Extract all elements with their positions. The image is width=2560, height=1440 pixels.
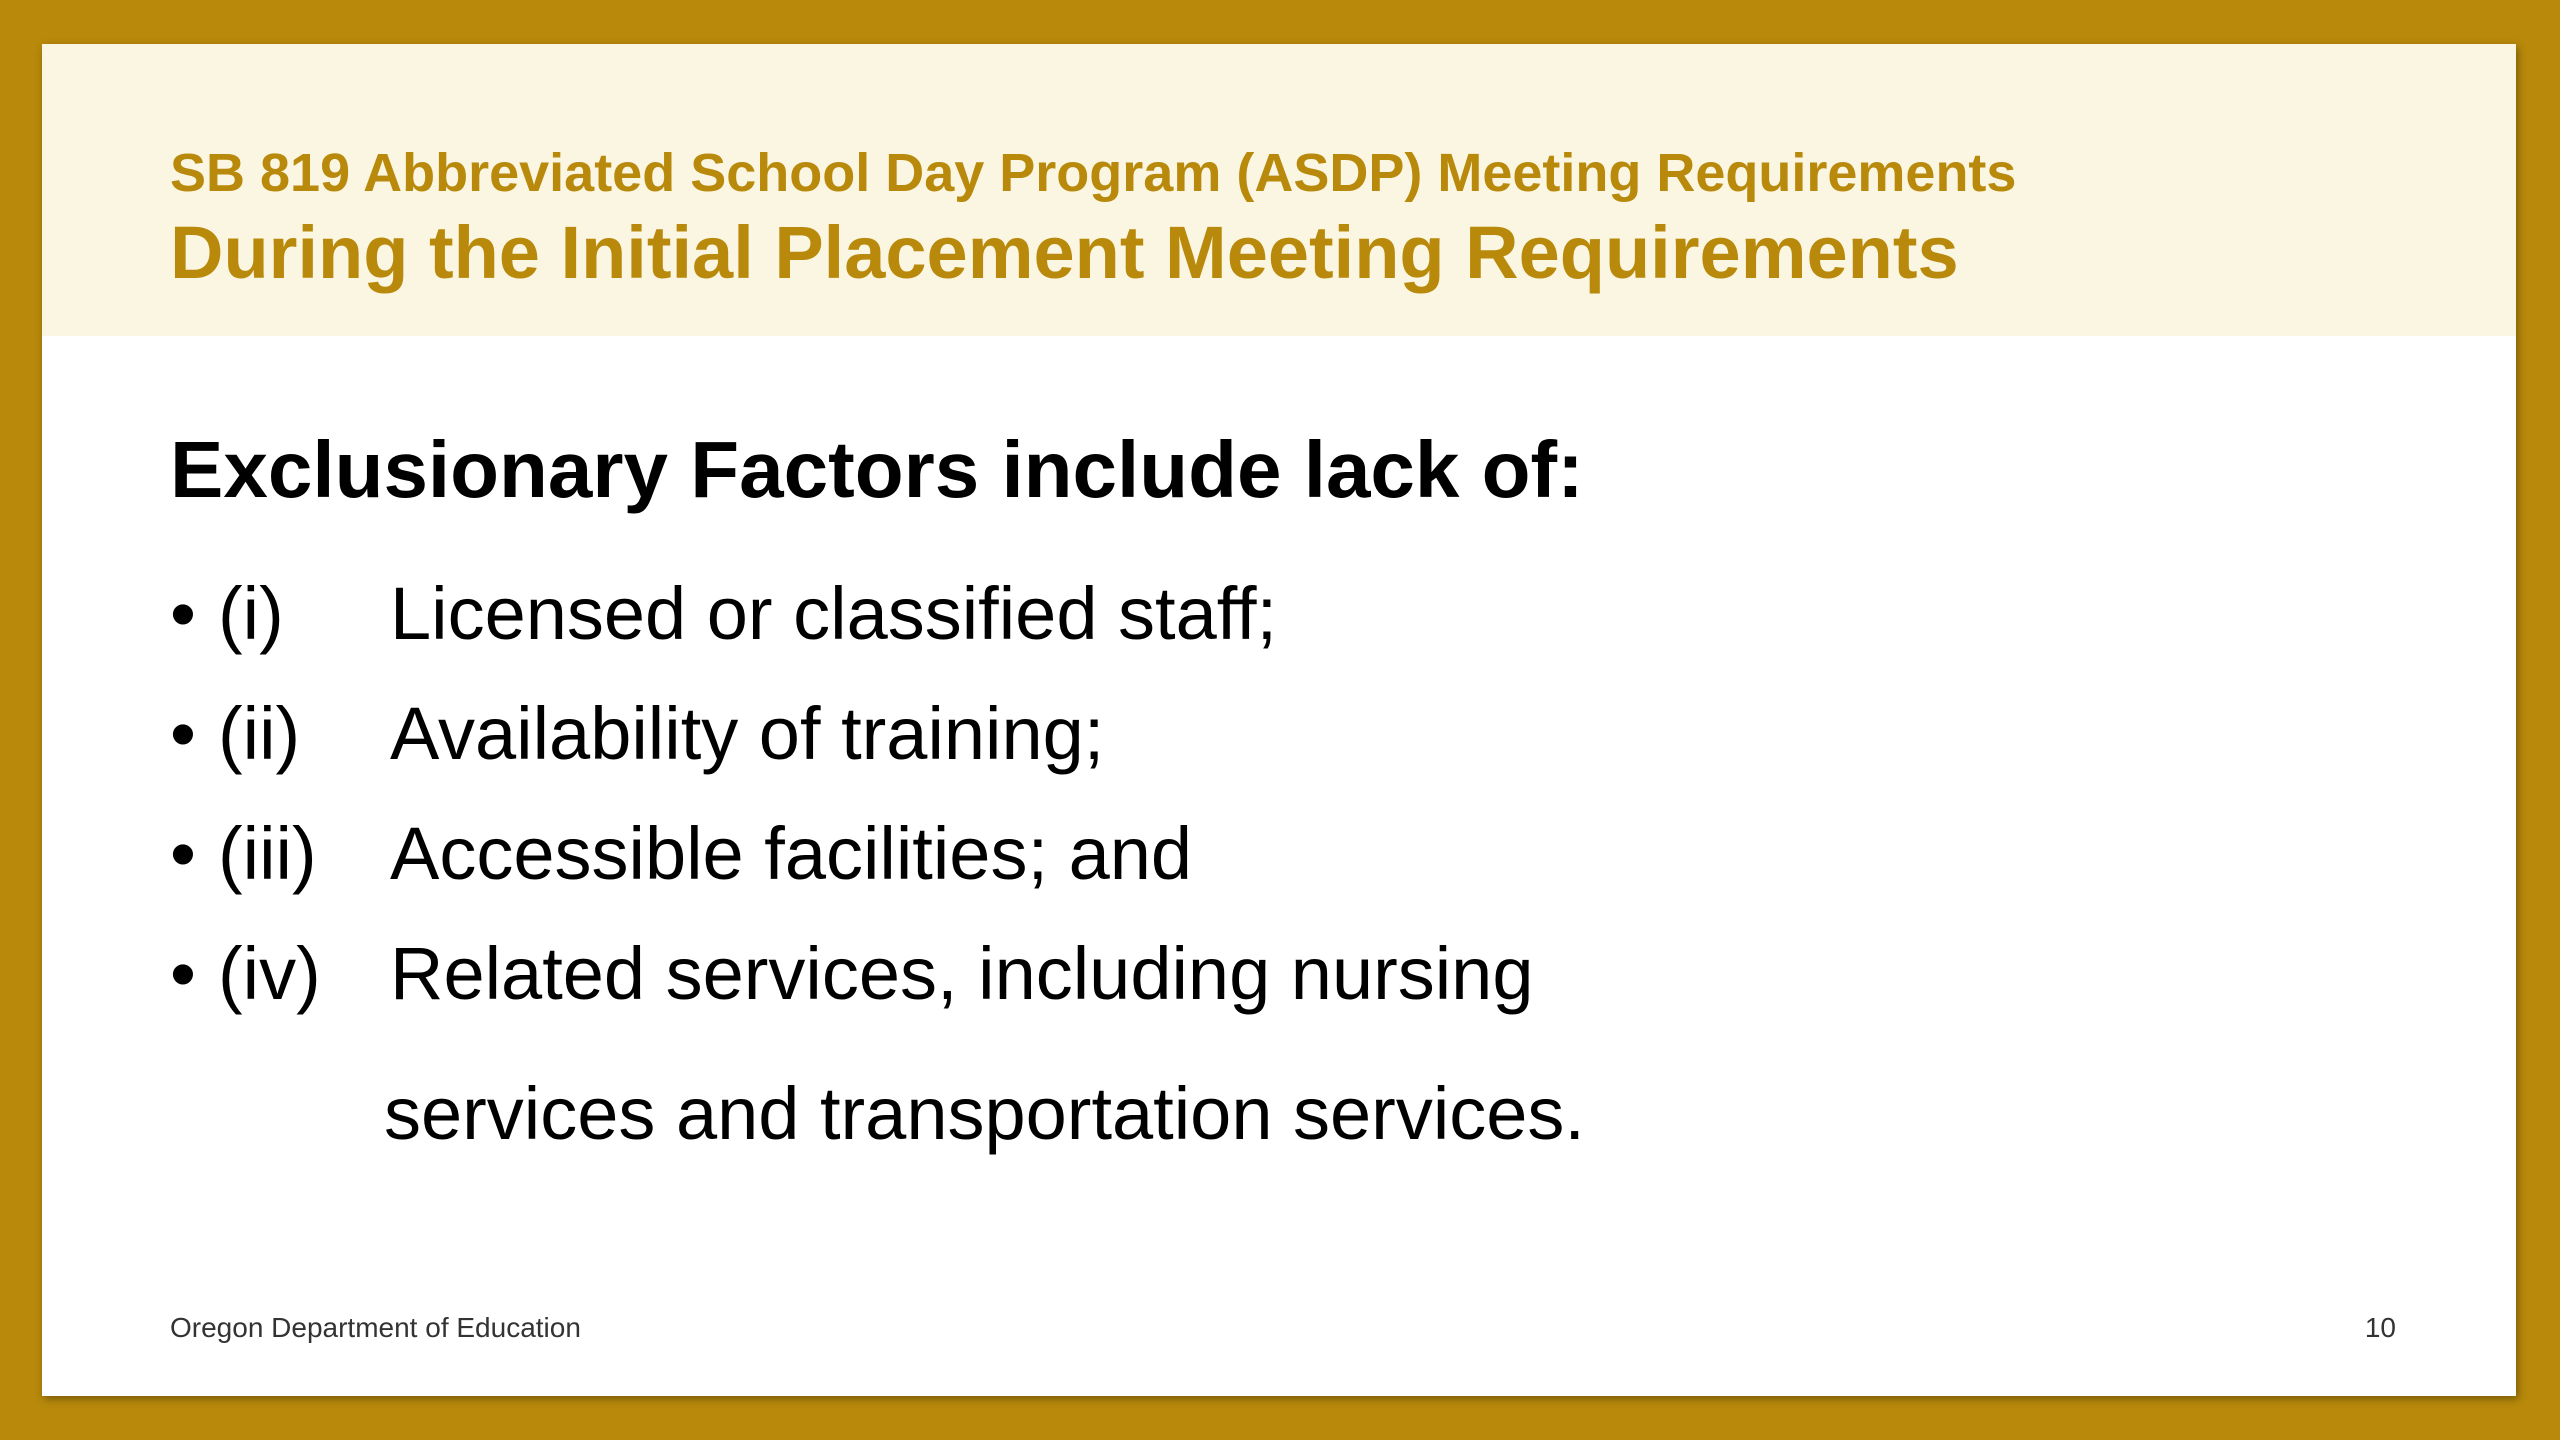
bullet-icon: • xyxy=(170,572,196,655)
list-marker: (i) xyxy=(218,572,284,655)
list-item-text: Accessible facilities; and xyxy=(390,812,1193,895)
list-marker: (iii) xyxy=(218,812,317,895)
list-marker: (iv) xyxy=(218,932,321,1015)
slide-header xyxy=(42,44,2516,336)
bullet-icon: • xyxy=(170,812,196,895)
list-item-continuation: services and transportation services. xyxy=(384,1072,1585,1155)
slide xyxy=(42,44,2516,1396)
section-heading: Exclusionary Factors include lack of: xyxy=(170,425,1584,514)
bullet-icon: • xyxy=(170,692,196,775)
slide-title: During the Initial Placement Meeting Requirements xyxy=(170,211,1959,294)
list-item-text: Availability of training; xyxy=(390,692,1105,775)
list-marker: (ii) xyxy=(218,692,301,775)
footer-organization: Oregon Department of Education xyxy=(170,1312,581,1343)
bullet-icon: • xyxy=(170,932,196,1015)
page-number: 10 xyxy=(2364,1312,2396,1343)
slide-subtitle: SB 819 Abbreviated School Day Program (ASDP) Meeting Requirements xyxy=(170,143,2017,203)
list-item-text: Licensed or classified staff; xyxy=(390,572,1278,655)
list-item-text: Related services, including nursing xyxy=(390,932,1534,1015)
